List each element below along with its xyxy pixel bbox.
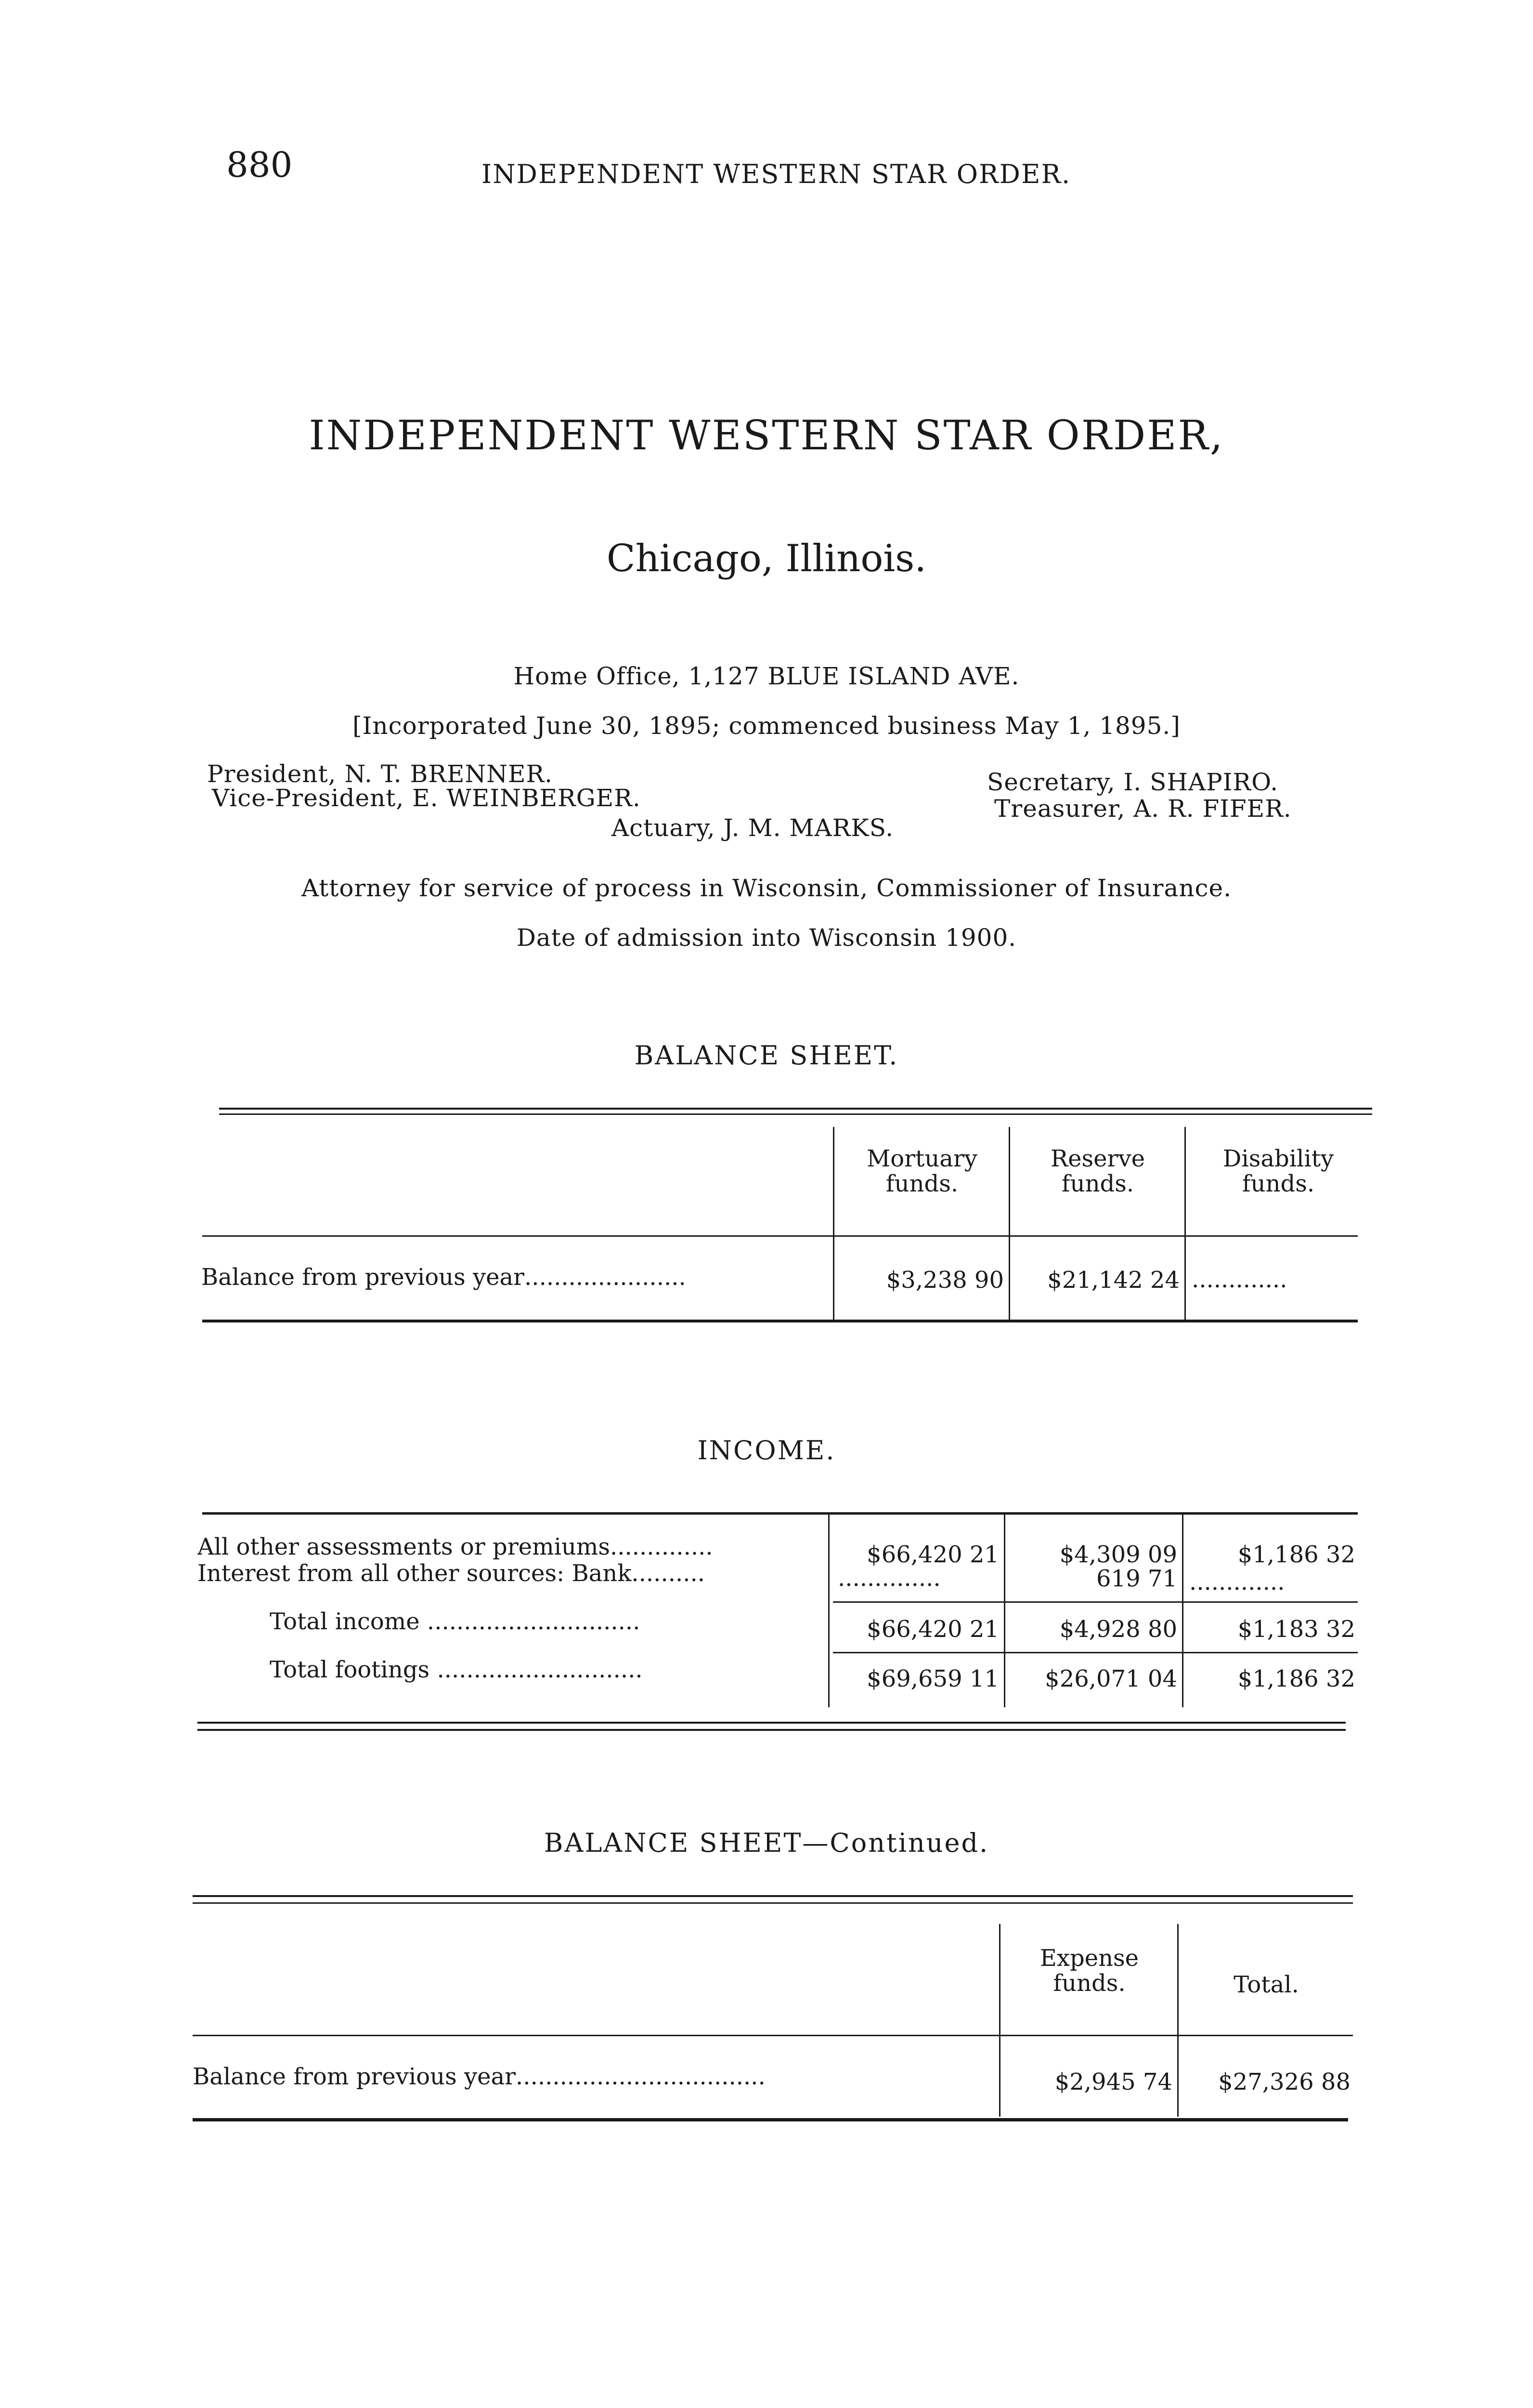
expense-value: $2,945 74 bbox=[1054, 2068, 1172, 2095]
income-heading: INCOME. bbox=[697, 1435, 836, 1466]
disability-value: ............. bbox=[1192, 1266, 1287, 1293]
table-row-label: Total footings ............................ bbox=[270, 1657, 643, 1683]
balance-sheet-heading: BALANCE SHEET. bbox=[634, 1040, 899, 1071]
total-income-mortuary: $66,420 21 bbox=[867, 1616, 999, 1643]
table-row-label: Total income ............................. bbox=[270, 1609, 640, 1635]
attorney-line: Attorney for service of process in Wisconsin, Commissioner of Insurance. bbox=[301, 874, 1232, 902]
table-row-label: All other assessments or premiums.............. bbox=[197, 1534, 713, 1560]
income-reserve-2: 619 71 bbox=[1096, 1565, 1177, 1592]
home-office: Home Office, 1,127 BLUE ISLAND AVE. bbox=[513, 662, 1020, 690]
page-title: INDEPENDENT WESTERN STAR ORDER, bbox=[309, 412, 1224, 459]
city-line: Chicago, Illinois. bbox=[606, 537, 927, 580]
secretary: Secretary, I. SHAPIRO. bbox=[987, 768, 1279, 796]
col-header-total: Total. bbox=[1234, 1971, 1299, 1998]
total-footings-disability: $1,186 32 bbox=[1237, 1665, 1355, 1692]
admission-line: Date of admission into Wisconsin 1900. bbox=[516, 924, 1017, 952]
incorporation-line: [Incorporated June 30, 1895; commenced business May 1, 1895.] bbox=[352, 712, 1181, 740]
income-mortuary-1: $66,420 21 bbox=[867, 1541, 999, 1568]
income-reserve-1: $4,309 09 bbox=[1059, 1541, 1177, 1568]
total-footings-mortuary: $69,659 11 bbox=[867, 1665, 999, 1692]
income-disability-2: ............. bbox=[1189, 1569, 1285, 1596]
income-mortuary-2: .............. bbox=[838, 1565, 941, 1592]
mortuary-value: $3,238 90 bbox=[886, 1267, 1004, 1294]
table-row-label: Balance from previous year...................... bbox=[201, 1264, 686, 1290]
col-header-expense: Expense funds. bbox=[1039, 1945, 1139, 1997]
page-number: 880 bbox=[226, 144, 293, 185]
president: President, N. T. BRENNER. bbox=[207, 760, 553, 788]
total-value: $27,326 88 bbox=[1218, 2068, 1351, 2095]
actuary: Actuary, J. M. MARKS. bbox=[611, 814, 894, 842]
vice-president: Vice-President, E. WEINBERGER. bbox=[212, 784, 641, 812]
col-header-mortuary: Mortuary funds. bbox=[867, 1145, 977, 1197]
table-row-label: Interest from all other sources: Bank.......... bbox=[197, 1560, 705, 1586]
income-disability-1: $1,186 32 bbox=[1237, 1541, 1355, 1568]
balance-sheet-continued-heading: BALANCE SHEET—Continued. bbox=[544, 1828, 989, 1858]
col-header-disability: Disability funds. bbox=[1222, 1145, 1334, 1197]
reserve-value: $21,142 24 bbox=[1047, 1267, 1180, 1294]
total-footings-reserve: $26,071 04 bbox=[1045, 1665, 1177, 1692]
table-row-label: Balance from previous year.................................. bbox=[193, 2064, 766, 2090]
col-header-reserve: Reserve funds. bbox=[1050, 1145, 1145, 1197]
treasurer: Treasurer, A. R. FIFER. bbox=[994, 795, 1292, 823]
total-income-disability: $1,183 32 bbox=[1237, 1616, 1355, 1643]
total-income-reserve: $4,928 80 bbox=[1059, 1616, 1177, 1643]
running-title: INDEPENDENT WESTERN STAR ORDER. bbox=[481, 159, 1071, 189]
